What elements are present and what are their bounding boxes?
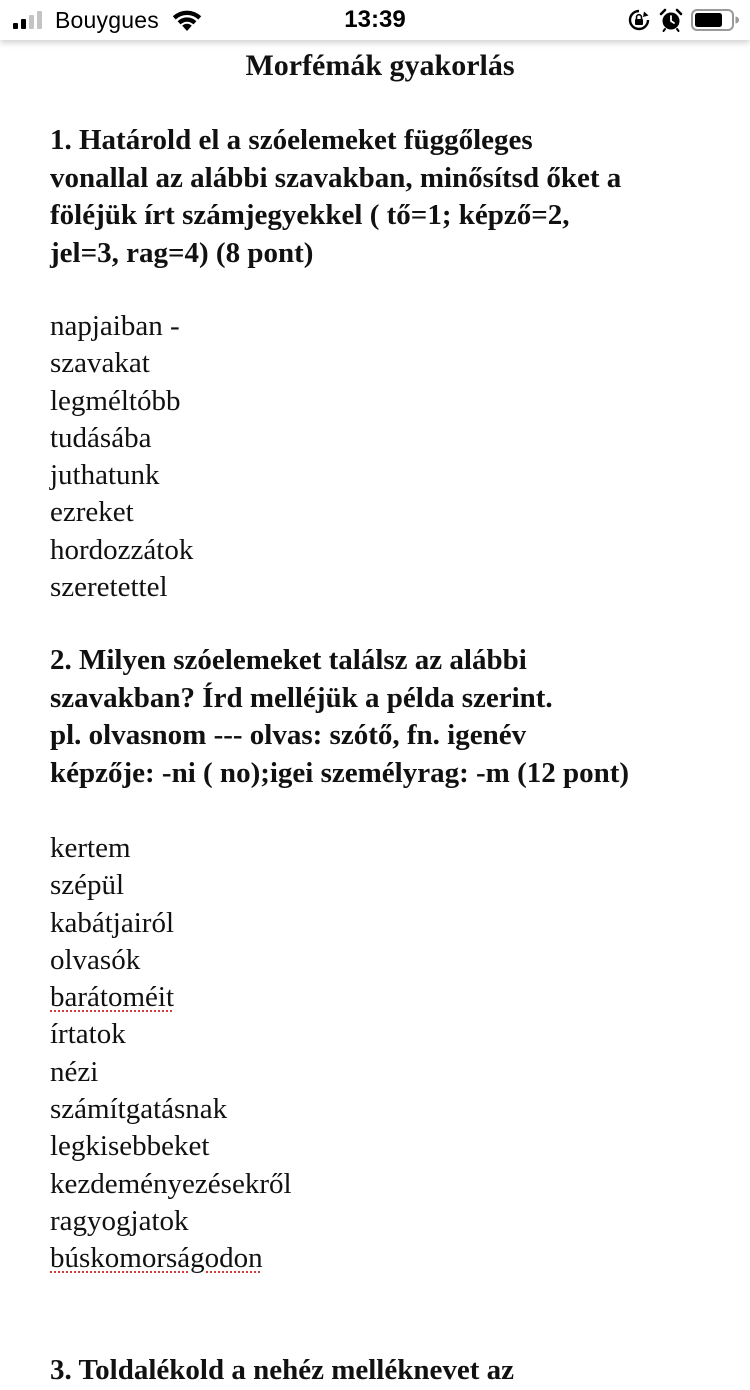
word-item: legméltóbb	[50, 384, 181, 417]
word-list-2	[50, 830, 292, 1278]
question-3	[50, 1352, 514, 1390]
word-item: szépül	[50, 869, 125, 902]
spellcheck-flagged-word: barátoméit	[50, 981, 175, 1014]
question-line: képzője: -ni ( no);igei személyrag: -m (12 pont)	[50, 756, 630, 789]
word-item: kertem	[50, 832, 131, 864]
word-item: hordozzátok	[50, 533, 194, 566]
question-line: szavakban? Írd melléjük a példa szerint.	[50, 681, 553, 714]
question-line: 3. Toldalékold a nehéz melléknevet az	[50, 1354, 514, 1386]
word-item: napjaiban -	[50, 310, 180, 342]
word-item: nézi	[50, 1055, 99, 1088]
word-item: kabátjairól	[50, 906, 175, 939]
status-time: 13:39	[344, 6, 406, 33]
battery-icon	[691, 9, 739, 31]
question-line: föléjük írt számjegyekkel ( tő=1; képző=2,	[50, 199, 570, 231]
word-item: szeretettel	[50, 571, 168, 604]
word-item: írtatok	[50, 1018, 126, 1051]
word-item: tudásába	[50, 421, 152, 454]
word-item: kezdeményezésekről	[50, 1167, 292, 1200]
word-item	[50, 1240, 292, 1277]
alarm-icon	[659, 8, 683, 32]
word-item: olvasók	[50, 943, 141, 976]
question-2	[50, 642, 629, 792]
question-line: vonallal az alábbi szavakban, minősítsd őket a	[50, 161, 622, 194]
question-line: 1. Határold el a szóelemeket függőleges	[50, 124, 533, 156]
carrier-name: Bouygues	[55, 7, 159, 33]
document-title: Morfémák gyakorlás	[245, 49, 515, 82]
word-item: juthatunk	[50, 459, 160, 492]
document-body	[50, 44, 710, 1386]
question-1	[50, 122, 621, 272]
word-item: szavakat	[50, 347, 150, 380]
question-line: jel=3, rag=4) (8 pont)	[50, 236, 314, 269]
word-item: számítgatásnak	[50, 1093, 228, 1126]
status-bar	[0, 0, 750, 40]
word-item: legkisebbeket	[50, 1130, 210, 1163]
question-line: 2. Milyen szóelemeket találsz az alábbi	[50, 644, 527, 676]
question-line: pl. olvasnom --- olvas: szótő, fn. igenév	[50, 719, 527, 751]
orientation-lock-icon	[627, 9, 651, 31]
word-list-1	[50, 308, 193, 606]
word-item	[50, 979, 292, 1016]
word-item: ragyogjatok	[50, 1204, 189, 1237]
word-item: ezreket	[50, 496, 134, 529]
spellcheck-flagged-word: búskomorságodon	[50, 1242, 263, 1275]
